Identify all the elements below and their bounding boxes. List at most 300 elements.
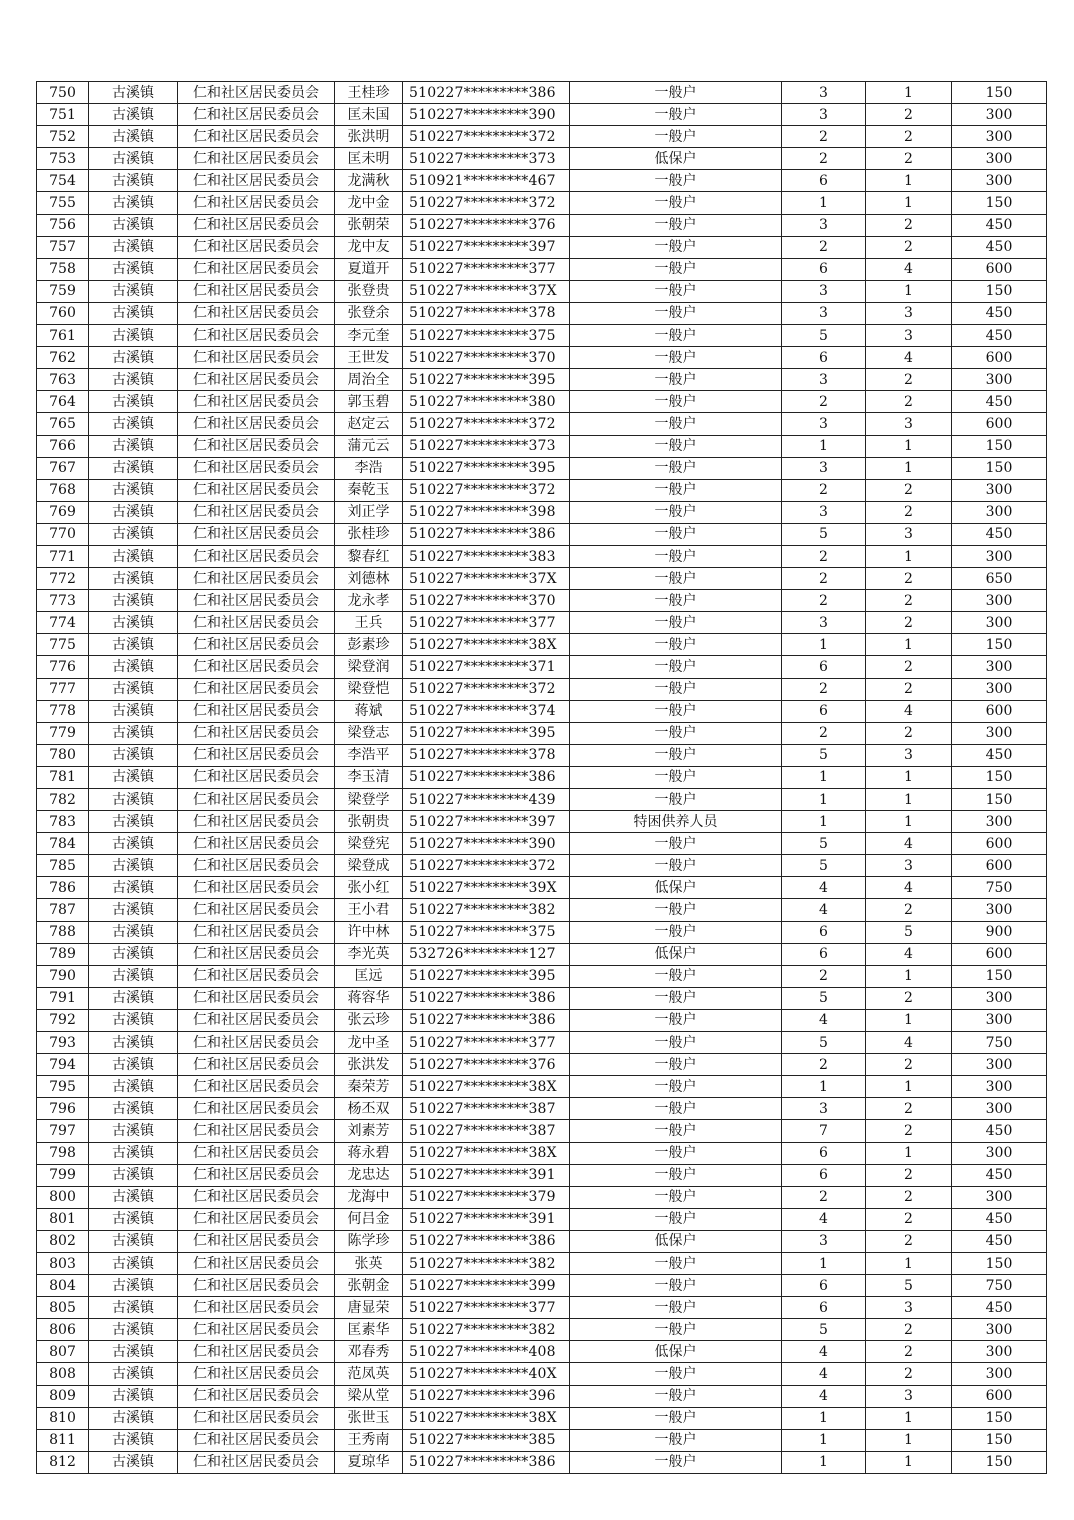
person-name-cell: 蒋容华 bbox=[335, 987, 403, 1009]
row-number-cell: 759 bbox=[37, 280, 89, 302]
person-name-cell: 张世玉 bbox=[335, 1407, 403, 1429]
household-type-cell: 一般户 bbox=[570, 369, 782, 391]
id-number-cell: 510227*********383 bbox=[403, 545, 570, 567]
id-number-cell: 510227*********379 bbox=[403, 1186, 570, 1208]
amount-cell: 300 bbox=[952, 1009, 1047, 1031]
household-type-cell: 一般户 bbox=[570, 590, 782, 612]
id-number-cell: 510227*********370 bbox=[403, 347, 570, 369]
table-row bbox=[37, 347, 1047, 369]
table-row bbox=[37, 1054, 1047, 1076]
household-size-cell: 1 bbox=[782, 766, 866, 788]
household-size-cell: 2 bbox=[782, 1186, 866, 1208]
household-type-cell: 一般户 bbox=[570, 1142, 782, 1164]
row-number-cell: 772 bbox=[37, 568, 89, 590]
person-name-cell: 何吕金 bbox=[335, 1208, 403, 1230]
table-row bbox=[37, 1297, 1047, 1319]
row-number-cell: 758 bbox=[37, 258, 89, 280]
village-committee-cell: 仁和社区居民委员会 bbox=[178, 501, 335, 523]
id-number-cell: 510227*********387 bbox=[403, 1098, 570, 1120]
amount-cell: 300 bbox=[952, 369, 1047, 391]
person-name-cell: 秦荣芳 bbox=[335, 1076, 403, 1098]
row-number-cell: 780 bbox=[37, 744, 89, 766]
town-cell: 古溪镇 bbox=[89, 1164, 178, 1186]
id-number-cell: 510227*********374 bbox=[403, 700, 570, 722]
household-type-cell: 一般户 bbox=[570, 1297, 782, 1319]
town-cell: 古溪镇 bbox=[89, 1142, 178, 1164]
person-name-cell: 赵定云 bbox=[335, 413, 403, 435]
amount-cell: 450 bbox=[952, 1297, 1047, 1319]
beneficiary-count-cell: 3 bbox=[866, 1297, 952, 1319]
town-cell: 古溪镇 bbox=[89, 1451, 178, 1473]
household-type-cell: 一般户 bbox=[570, 413, 782, 435]
row-number-cell: 768 bbox=[37, 479, 89, 501]
row-number-cell: 803 bbox=[37, 1252, 89, 1274]
household-type-cell: 一般户 bbox=[570, 126, 782, 148]
village-committee-cell: 仁和社区居民委员会 bbox=[178, 545, 335, 567]
beneficiary-count-cell: 2 bbox=[866, 126, 952, 148]
beneficiary-count-cell: 2 bbox=[866, 590, 952, 612]
household-type-cell: 一般户 bbox=[570, 766, 782, 788]
id-number-cell: 510227*********372 bbox=[403, 855, 570, 877]
village-committee-cell: 仁和社区居民委员会 bbox=[178, 479, 335, 501]
village-committee-cell: 仁和社区居民委员会 bbox=[178, 833, 335, 855]
town-cell: 古溪镇 bbox=[89, 501, 178, 523]
person-name-cell: 梁登恺 bbox=[335, 678, 403, 700]
id-number-cell: 510227*********395 bbox=[403, 965, 570, 987]
person-name-cell: 梁登宪 bbox=[335, 833, 403, 855]
id-number-cell: 510227*********377 bbox=[403, 1032, 570, 1054]
town-cell: 古溪镇 bbox=[89, 634, 178, 656]
household-size-cell: 1 bbox=[782, 789, 866, 811]
village-committee-cell: 仁和社区居民委员会 bbox=[178, 877, 335, 899]
beneficiary-count-cell: 1 bbox=[866, 280, 952, 302]
id-number-cell: 510227*********372 bbox=[403, 413, 570, 435]
table-row bbox=[37, 722, 1047, 744]
beneficiary-count-cell: 2 bbox=[866, 479, 952, 501]
town-cell: 古溪镇 bbox=[89, 413, 178, 435]
town-cell: 古溪镇 bbox=[89, 921, 178, 943]
id-number-cell: 510227*********372 bbox=[403, 126, 570, 148]
household-type-cell: 一般户 bbox=[570, 523, 782, 545]
village-committee-cell: 仁和社区居民委员会 bbox=[178, 965, 335, 987]
beneficiary-count-cell: 2 bbox=[866, 148, 952, 170]
table-row bbox=[37, 501, 1047, 523]
beneficiary-count-cell: 1 bbox=[866, 435, 952, 457]
household-type-cell: 一般户 bbox=[570, 1385, 782, 1407]
household-size-cell: 1 bbox=[782, 1429, 866, 1451]
town-cell: 古溪镇 bbox=[89, 678, 178, 700]
household-size-cell: 2 bbox=[782, 391, 866, 413]
household-type-cell: 一般户 bbox=[570, 479, 782, 501]
person-name-cell: 王桂珍 bbox=[335, 82, 403, 104]
person-name-cell: 王秀南 bbox=[335, 1429, 403, 1451]
household-size-cell: 2 bbox=[782, 236, 866, 258]
village-committee-cell: 仁和社区居民委员会 bbox=[178, 634, 335, 656]
household-size-cell: 4 bbox=[782, 1363, 866, 1385]
amount-cell: 300 bbox=[952, 1363, 1047, 1385]
amount-cell: 300 bbox=[952, 1142, 1047, 1164]
row-number-cell: 763 bbox=[37, 369, 89, 391]
beneficiary-count-cell: 1 bbox=[866, 789, 952, 811]
household-size-cell: 5 bbox=[782, 855, 866, 877]
town-cell: 古溪镇 bbox=[89, 1319, 178, 1341]
household-type-cell: 一般户 bbox=[570, 1407, 782, 1429]
town-cell: 古溪镇 bbox=[89, 590, 178, 612]
household-type-cell: 一般户 bbox=[570, 1054, 782, 1076]
household-type-cell: 一般户 bbox=[570, 82, 782, 104]
person-name-cell: 夏琼华 bbox=[335, 1451, 403, 1473]
amount-cell: 300 bbox=[952, 612, 1047, 634]
row-number-cell: 790 bbox=[37, 965, 89, 987]
beneficiary-count-cell: 1 bbox=[866, 1407, 952, 1429]
beneficiary-count-cell: 1 bbox=[866, 170, 952, 192]
person-name-cell: 王小君 bbox=[335, 899, 403, 921]
person-name-cell: 郭玉碧 bbox=[335, 391, 403, 413]
person-name-cell: 夏道开 bbox=[335, 258, 403, 280]
town-cell: 古溪镇 bbox=[89, 236, 178, 258]
household-type-cell: 一般户 bbox=[570, 1120, 782, 1142]
table-row bbox=[37, 943, 1047, 965]
person-name-cell: 李玉清 bbox=[335, 766, 403, 788]
household-size-cell: 2 bbox=[782, 479, 866, 501]
beneficiary-count-cell: 1 bbox=[866, 811, 952, 833]
table-row bbox=[37, 590, 1047, 612]
household-size-cell: 2 bbox=[782, 545, 866, 567]
village-committee-cell: 仁和社区居民委员会 bbox=[178, 82, 335, 104]
person-name-cell: 王兵 bbox=[335, 612, 403, 634]
data-table bbox=[36, 81, 1047, 1474]
person-name-cell: 张桂珍 bbox=[335, 523, 403, 545]
row-number-cell: 811 bbox=[37, 1429, 89, 1451]
id-number-cell: 510227*********378 bbox=[403, 302, 570, 324]
household-size-cell: 1 bbox=[782, 1407, 866, 1429]
row-number-cell: 785 bbox=[37, 855, 89, 877]
village-committee-cell: 仁和社区居民委员会 bbox=[178, 744, 335, 766]
row-number-cell: 812 bbox=[37, 1451, 89, 1473]
person-name-cell: 张洪明 bbox=[335, 126, 403, 148]
village-committee-cell: 仁和社区居民委员会 bbox=[178, 568, 335, 590]
id-number-cell: 510227*********391 bbox=[403, 1164, 570, 1186]
row-number-cell: 751 bbox=[37, 104, 89, 126]
id-number-cell: 510227*********386 bbox=[403, 1009, 570, 1031]
beneficiary-count-cell: 5 bbox=[866, 921, 952, 943]
beneficiary-count-cell: 2 bbox=[866, 722, 952, 744]
town-cell: 古溪镇 bbox=[89, 1054, 178, 1076]
town-cell: 古溪镇 bbox=[89, 302, 178, 324]
id-number-cell: 510227*********387 bbox=[403, 1120, 570, 1142]
village-committee-cell: 仁和社区居民委员会 bbox=[178, 987, 335, 1009]
household-type-cell: 一般户 bbox=[570, 170, 782, 192]
table-row bbox=[37, 126, 1047, 148]
village-committee-cell: 仁和社区居民委员会 bbox=[178, 1429, 335, 1451]
household-size-cell: 2 bbox=[782, 1054, 866, 1076]
household-size-cell: 1 bbox=[782, 1252, 866, 1274]
table-row bbox=[37, 1208, 1047, 1230]
table-row bbox=[37, 1275, 1047, 1297]
person-name-cell: 许中林 bbox=[335, 921, 403, 943]
household-size-cell: 6 bbox=[782, 943, 866, 965]
village-committee-cell: 仁和社区居民委员会 bbox=[178, 1186, 335, 1208]
person-name-cell: 梁登润 bbox=[335, 656, 403, 678]
amount-cell: 600 bbox=[952, 700, 1047, 722]
table-row bbox=[37, 568, 1047, 590]
id-number-cell: 510227*********398 bbox=[403, 501, 570, 523]
household-type-cell: 一般户 bbox=[570, 612, 782, 634]
household-type-cell: 一般户 bbox=[570, 302, 782, 324]
table-row bbox=[37, 965, 1047, 987]
table-row bbox=[37, 545, 1047, 567]
amount-cell: 600 bbox=[952, 413, 1047, 435]
person-name-cell: 梁从堂 bbox=[335, 1385, 403, 1407]
village-committee-cell: 仁和社区居民委员会 bbox=[178, 921, 335, 943]
table-row bbox=[37, 1076, 1047, 1098]
id-number-cell: 510227*********386 bbox=[403, 82, 570, 104]
person-name-cell: 张云珍 bbox=[335, 1009, 403, 1031]
beneficiary-count-cell: 2 bbox=[866, 104, 952, 126]
amount-cell: 300 bbox=[952, 501, 1047, 523]
household-size-cell: 4 bbox=[782, 899, 866, 921]
household-size-cell: 3 bbox=[782, 1230, 866, 1252]
beneficiary-count-cell: 1 bbox=[866, 1009, 952, 1031]
table-row bbox=[37, 634, 1047, 656]
row-number-cell: 754 bbox=[37, 170, 89, 192]
village-committee-cell: 仁和社区居民委员会 bbox=[178, 413, 335, 435]
amount-cell: 450 bbox=[952, 1164, 1047, 1186]
person-name-cell: 蒲元云 bbox=[335, 435, 403, 457]
town-cell: 古溪镇 bbox=[89, 170, 178, 192]
id-number-cell: 510227*********376 bbox=[403, 214, 570, 236]
village-committee-cell: 仁和社区居民委员会 bbox=[178, 236, 335, 258]
table-row bbox=[37, 1451, 1047, 1473]
row-number-cell: 769 bbox=[37, 501, 89, 523]
household-type-cell: 一般户 bbox=[570, 325, 782, 347]
amount-cell: 750 bbox=[952, 1032, 1047, 1054]
beneficiary-count-cell: 3 bbox=[866, 325, 952, 347]
village-committee-cell: 仁和社区居民委员会 bbox=[178, 435, 335, 457]
amount-cell: 150 bbox=[952, 634, 1047, 656]
amount-cell: 300 bbox=[952, 170, 1047, 192]
household-size-cell: 5 bbox=[782, 987, 866, 1009]
person-name-cell: 张登贵 bbox=[335, 280, 403, 302]
town-cell: 古溪镇 bbox=[89, 1230, 178, 1252]
town-cell: 古溪镇 bbox=[89, 1385, 178, 1407]
household-type-cell: 一般户 bbox=[570, 457, 782, 479]
row-number-cell: 793 bbox=[37, 1032, 89, 1054]
household-size-cell: 6 bbox=[782, 1142, 866, 1164]
table-row bbox=[37, 744, 1047, 766]
table-row bbox=[37, 1164, 1047, 1186]
row-number-cell: 776 bbox=[37, 656, 89, 678]
row-number-cell: 771 bbox=[37, 545, 89, 567]
table-row bbox=[37, 258, 1047, 280]
town-cell: 古溪镇 bbox=[89, 369, 178, 391]
town-cell: 古溪镇 bbox=[89, 347, 178, 369]
household-size-cell: 3 bbox=[782, 501, 866, 523]
amount-cell: 300 bbox=[952, 1098, 1047, 1120]
household-size-cell: 6 bbox=[782, 258, 866, 280]
table-row bbox=[37, 921, 1047, 943]
person-name-cell: 龙海中 bbox=[335, 1186, 403, 1208]
table-row bbox=[37, 1098, 1047, 1120]
beneficiary-count-cell: 2 bbox=[866, 1208, 952, 1230]
id-number-cell: 510227*********37X bbox=[403, 568, 570, 590]
row-number-cell: 786 bbox=[37, 877, 89, 899]
amount-cell: 300 bbox=[952, 479, 1047, 501]
amount-cell: 450 bbox=[952, 214, 1047, 236]
amount-cell: 450 bbox=[952, 1230, 1047, 1252]
village-committee-cell: 仁和社区居民委员会 bbox=[178, 943, 335, 965]
household-size-cell: 4 bbox=[782, 1341, 866, 1363]
amount-cell: 300 bbox=[952, 678, 1047, 700]
row-number-cell: 750 bbox=[37, 82, 89, 104]
household-type-cell: 特困供养人员 bbox=[570, 811, 782, 833]
row-number-cell: 796 bbox=[37, 1098, 89, 1120]
id-number-cell: 510227*********370 bbox=[403, 590, 570, 612]
person-name-cell: 李元奎 bbox=[335, 325, 403, 347]
household-size-cell: 5 bbox=[782, 833, 866, 855]
beneficiary-count-cell: 4 bbox=[866, 1032, 952, 1054]
household-type-cell: 一般户 bbox=[570, 1363, 782, 1385]
beneficiary-count-cell: 2 bbox=[866, 1363, 952, 1385]
id-number-cell: 510227*********372 bbox=[403, 479, 570, 501]
beneficiary-count-cell: 1 bbox=[866, 1252, 952, 1274]
town-cell: 古溪镇 bbox=[89, 1429, 178, 1451]
beneficiary-count-cell: 1 bbox=[866, 1076, 952, 1098]
person-name-cell: 张朝贵 bbox=[335, 811, 403, 833]
town-cell: 古溪镇 bbox=[89, 1208, 178, 1230]
table-body bbox=[37, 82, 1047, 1474]
town-cell: 古溪镇 bbox=[89, 855, 178, 877]
amount-cell: 450 bbox=[952, 523, 1047, 545]
household-type-cell: 一般户 bbox=[570, 192, 782, 214]
person-name-cell: 王世发 bbox=[335, 347, 403, 369]
town-cell: 古溪镇 bbox=[89, 479, 178, 501]
amount-cell: 600 bbox=[952, 943, 1047, 965]
village-committee-cell: 仁和社区居民委员会 bbox=[178, 789, 335, 811]
amount-cell: 300 bbox=[952, 1319, 1047, 1341]
beneficiary-count-cell: 2 bbox=[866, 391, 952, 413]
row-number-cell: 770 bbox=[37, 523, 89, 545]
row-number-cell: 808 bbox=[37, 1363, 89, 1385]
household-size-cell: 2 bbox=[782, 590, 866, 612]
village-committee-cell: 仁和社区居民委员会 bbox=[178, 590, 335, 612]
household-size-cell: 2 bbox=[782, 678, 866, 700]
row-number-cell: 755 bbox=[37, 192, 89, 214]
household-size-cell: 3 bbox=[782, 280, 866, 302]
household-size-cell: 3 bbox=[782, 82, 866, 104]
person-name-cell: 黎春红 bbox=[335, 545, 403, 567]
village-committee-cell: 仁和社区居民委员会 bbox=[178, 1164, 335, 1186]
household-type-cell: 低保户 bbox=[570, 148, 782, 170]
amount-cell: 300 bbox=[952, 1341, 1047, 1363]
village-committee-cell: 仁和社区居民委员会 bbox=[178, 899, 335, 921]
row-number-cell: 784 bbox=[37, 833, 89, 855]
table-row bbox=[37, 391, 1047, 413]
amount-cell: 450 bbox=[952, 325, 1047, 347]
id-number-cell: 510227*********378 bbox=[403, 744, 570, 766]
household-size-cell: 3 bbox=[782, 413, 866, 435]
amount-cell: 150 bbox=[952, 192, 1047, 214]
town-cell: 古溪镇 bbox=[89, 82, 178, 104]
town-cell: 古溪镇 bbox=[89, 1098, 178, 1120]
id-number-cell: 510227*********386 bbox=[403, 523, 570, 545]
amount-cell: 600 bbox=[952, 1385, 1047, 1407]
beneficiary-count-cell: 2 bbox=[866, 1120, 952, 1142]
person-name-cell: 匡素华 bbox=[335, 1319, 403, 1341]
household-size-cell: 4 bbox=[782, 1009, 866, 1031]
household-size-cell: 5 bbox=[782, 1032, 866, 1054]
household-type-cell: 一般户 bbox=[570, 833, 782, 855]
person-name-cell: 龙中金 bbox=[335, 192, 403, 214]
beneficiary-count-cell: 1 bbox=[866, 82, 952, 104]
household-type-cell: 一般户 bbox=[570, 236, 782, 258]
row-number-cell: 788 bbox=[37, 921, 89, 943]
amount-cell: 300 bbox=[952, 104, 1047, 126]
beneficiary-count-cell: 1 bbox=[866, 1142, 952, 1164]
household-type-cell: 一般户 bbox=[570, 104, 782, 126]
household-size-cell: 5 bbox=[782, 523, 866, 545]
household-type-cell: 低保户 bbox=[570, 1230, 782, 1252]
beneficiary-count-cell: 1 bbox=[866, 634, 952, 656]
id-number-cell: 510227*********38X bbox=[403, 1142, 570, 1164]
table-row bbox=[37, 1032, 1047, 1054]
town-cell: 古溪镇 bbox=[89, 258, 178, 280]
amount-cell: 600 bbox=[952, 833, 1047, 855]
row-number-cell: 766 bbox=[37, 435, 89, 457]
village-committee-cell: 仁和社区居民委员会 bbox=[178, 1341, 335, 1363]
row-number-cell: 752 bbox=[37, 126, 89, 148]
village-committee-cell: 仁和社区居民委员会 bbox=[178, 214, 335, 236]
id-number-cell: 510227*********397 bbox=[403, 811, 570, 833]
table-row bbox=[37, 678, 1047, 700]
village-committee-cell: 仁和社区居民委员会 bbox=[178, 678, 335, 700]
table-row bbox=[37, 325, 1047, 347]
town-cell: 古溪镇 bbox=[89, 1363, 178, 1385]
amount-cell: 150 bbox=[952, 457, 1047, 479]
town-cell: 古溪镇 bbox=[89, 148, 178, 170]
household-type-cell: 一般户 bbox=[570, 1319, 782, 1341]
village-committee-cell: 仁和社区居民委员会 bbox=[178, 523, 335, 545]
household-type-cell: 一般户 bbox=[570, 1009, 782, 1031]
town-cell: 古溪镇 bbox=[89, 1252, 178, 1274]
town-cell: 古溪镇 bbox=[89, 391, 178, 413]
beneficiary-count-cell: 3 bbox=[866, 1385, 952, 1407]
household-size-cell: 3 bbox=[782, 612, 866, 634]
village-committee-cell: 仁和社区居民委员会 bbox=[178, 766, 335, 788]
id-number-cell: 510227*********390 bbox=[403, 104, 570, 126]
beneficiary-count-cell: 4 bbox=[866, 833, 952, 855]
beneficiary-count-cell: 2 bbox=[866, 1341, 952, 1363]
amount-cell: 150 bbox=[952, 280, 1047, 302]
table-row bbox=[37, 1230, 1047, 1252]
village-committee-cell: 仁和社区居民委员会 bbox=[178, 1120, 335, 1142]
household-size-cell: 1 bbox=[782, 811, 866, 833]
row-number-cell: 761 bbox=[37, 325, 89, 347]
village-committee-cell: 仁和社区居民委员会 bbox=[178, 1385, 335, 1407]
row-number-cell: 762 bbox=[37, 347, 89, 369]
household-size-cell: 1 bbox=[782, 1076, 866, 1098]
person-name-cell: 龙永孝 bbox=[335, 590, 403, 612]
household-type-cell: 一般户 bbox=[570, 1208, 782, 1230]
row-number-cell: 791 bbox=[37, 987, 89, 1009]
person-name-cell: 龙中圣 bbox=[335, 1032, 403, 1054]
person-name-cell: 张朝金 bbox=[335, 1275, 403, 1297]
table-row bbox=[37, 1341, 1047, 1363]
household-size-cell: 6 bbox=[782, 656, 866, 678]
household-type-cell: 一般户 bbox=[570, 965, 782, 987]
town-cell: 古溪镇 bbox=[89, 1341, 178, 1363]
town-cell: 古溪镇 bbox=[89, 877, 178, 899]
